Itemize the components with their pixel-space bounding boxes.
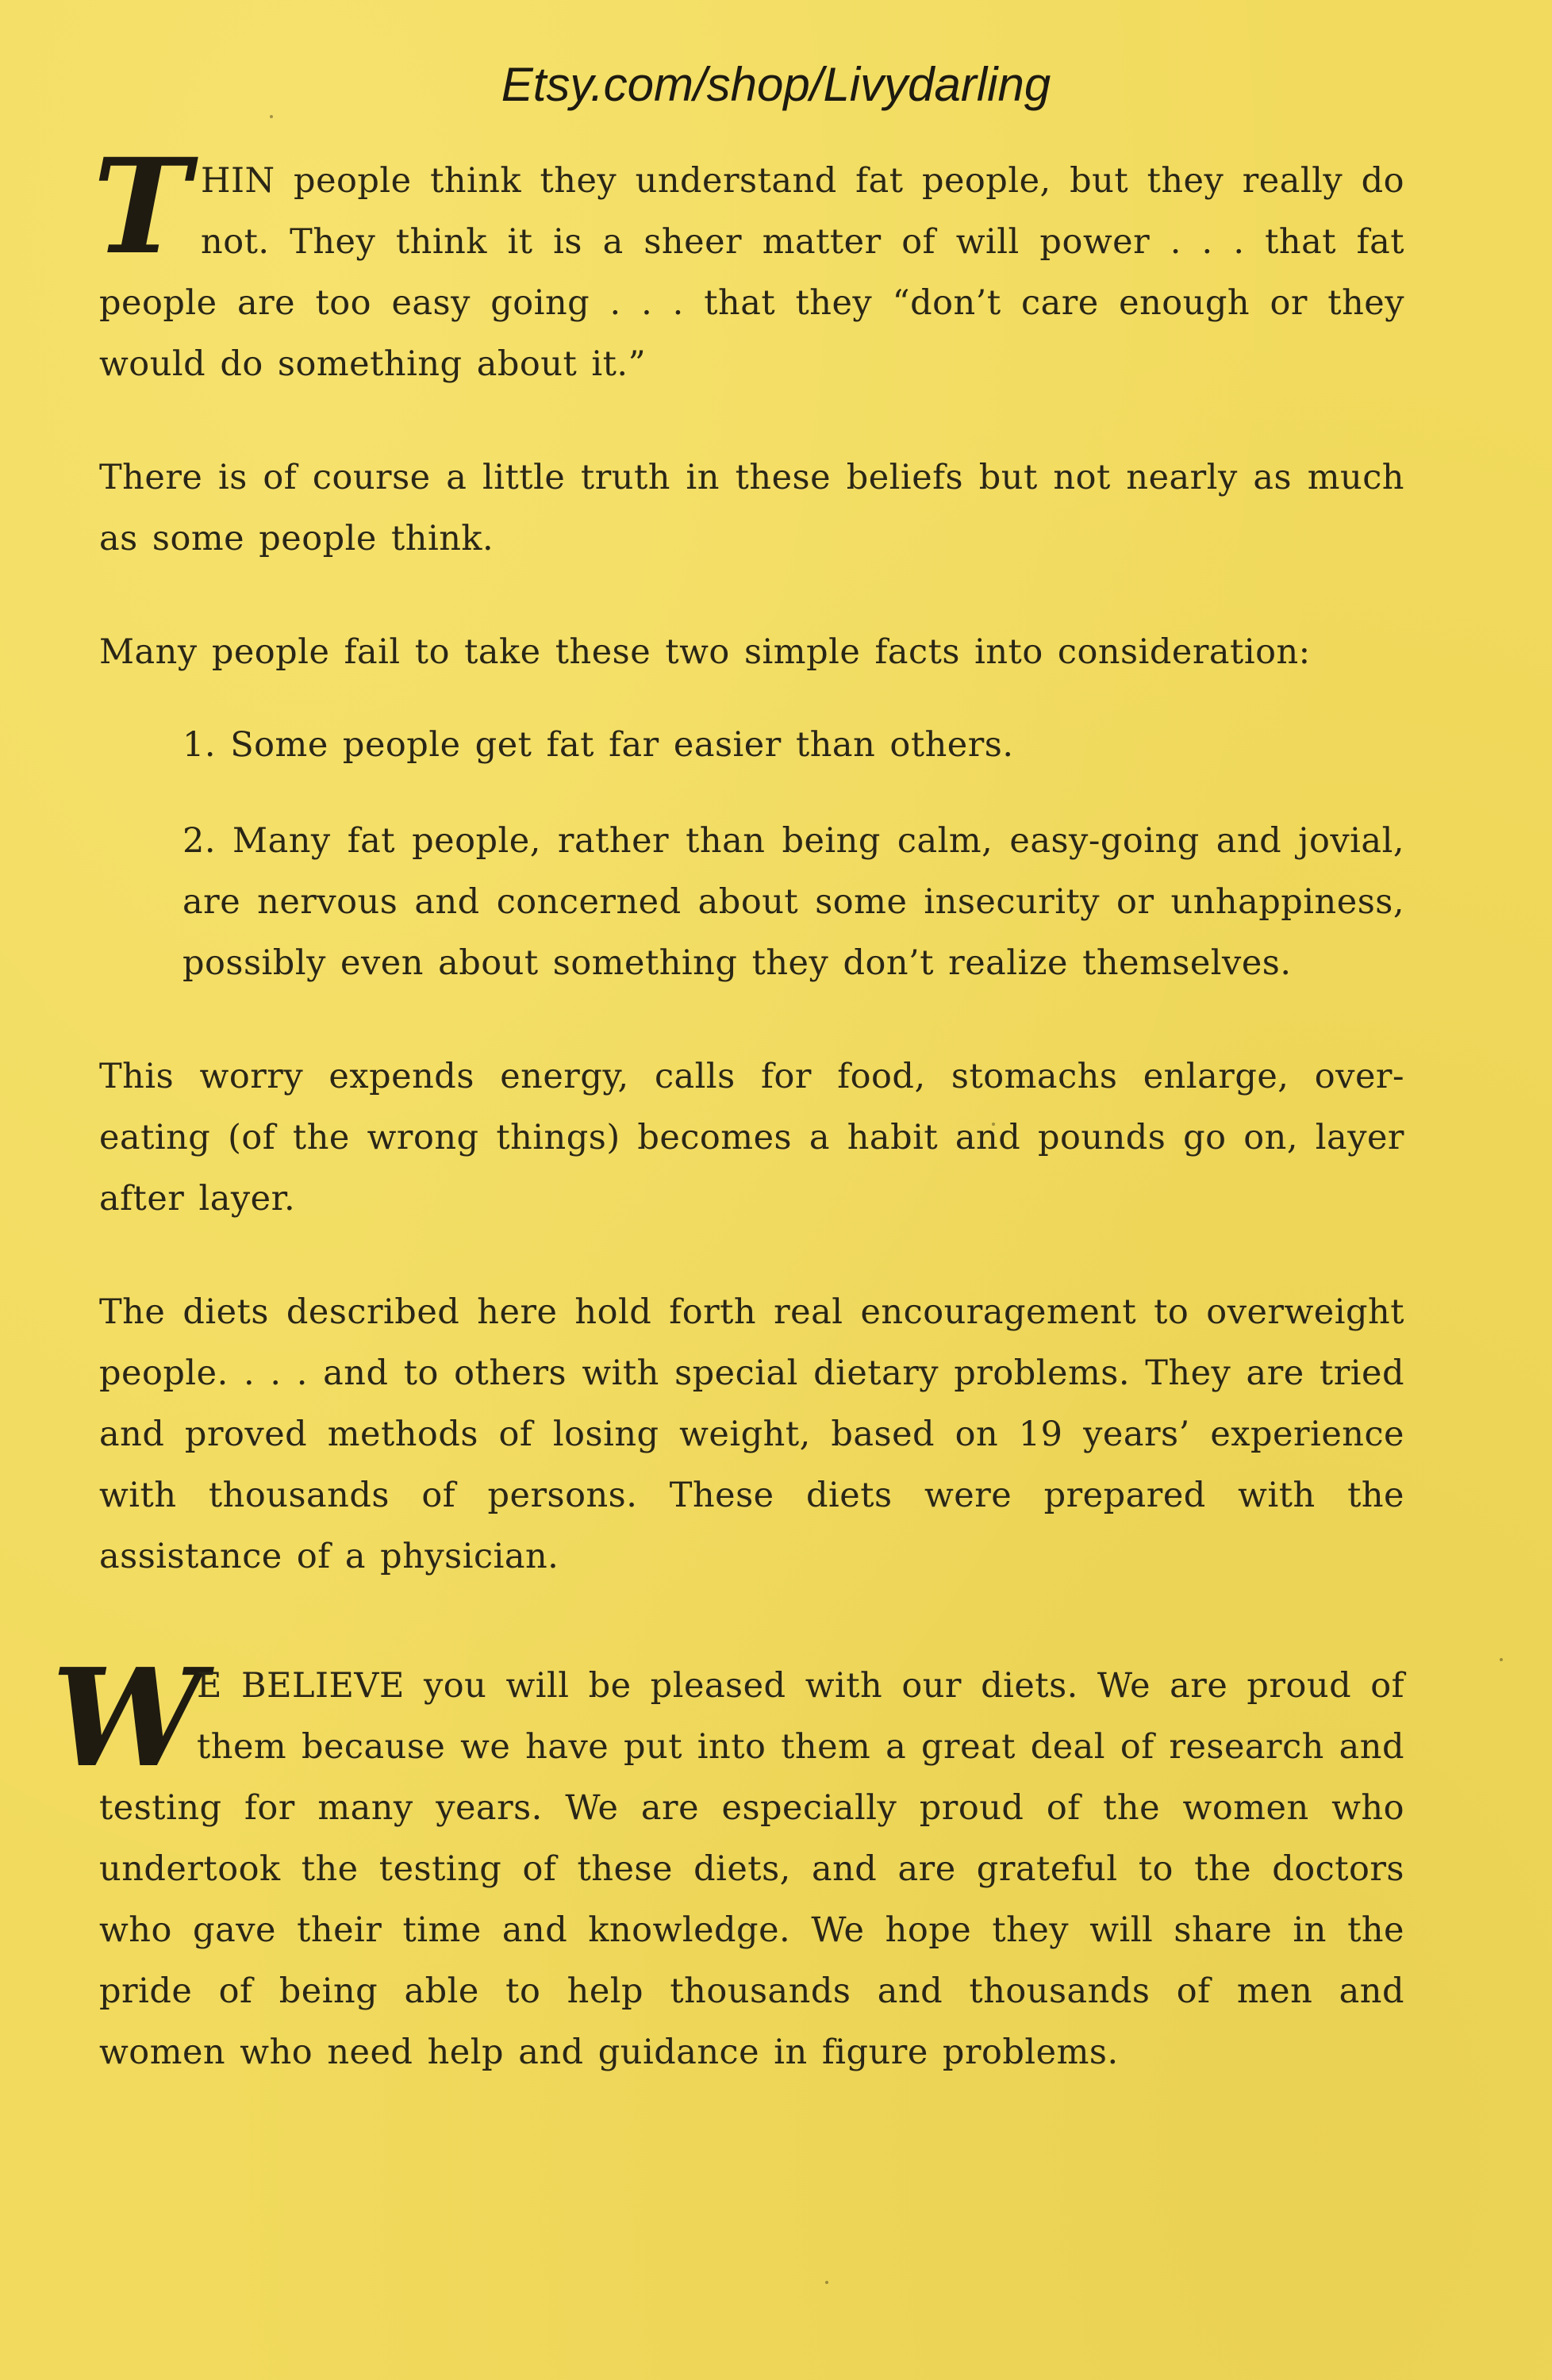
page-body (52, 129, 1404, 2083)
paper-speck (270, 115, 273, 118)
closing-text: E BELIEVE you will be pleased with our diets. We are proud of them because we have put into them a great deal of research and testing for many years. We are especially proud of the women who undertook the testing of these diets, and are grateful to the doctors who gave their time and knowledge. We hope they will share in the pride of being able to help thousands and thousands of men and women who need help and guidance in figure problems. (99, 1666, 1404, 2072)
diets-paragraph: The diets described here hold forth real encouragement to overweight people. . . . and to others with special dietary problems. They are tried and proved methods of losing weight, based on 19 years’ experience with thousands of persons. These diets were prepared with the assistance of a physician. (99, 1292, 1404, 1576)
paper-speck (992, 1123, 995, 1126)
dropcap-t: T (93, 129, 191, 283)
paper-speck (1500, 1658, 1503, 1661)
facts-intro-paragraph: Many people fail to take these two simple facts into consideration: (99, 632, 1311, 672)
worry-paragraph: This worry expends energy, calls for food, stomachs enlarge, over-eating (of the wrong things) becomes a habit and pounds go on, layer after layer. (99, 1057, 1404, 1219)
intro-text: HIN people think they understand fat people, but they really do not. They think it is a sheer matter of will power . . . that fat people are too easy going . . . that they “don’t care enough or they would do something about it.” (99, 161, 1404, 384)
intro-paragraph (93, 129, 1404, 395)
fact-item-2: 2. Many fat people, rather than being calm, easy-going and jovial, are nervous and concerned about some insecurity or unhappiness, possibly even about something they don’t realize themselves. (182, 821, 1404, 983)
paper-speck (825, 2281, 828, 2284)
closing-paragraph (52, 1639, 1404, 2083)
fact-item-1: 1. Some people get fat far easier than others. (182, 725, 1014, 765)
shop-watermark: Etsy.com/shop/Livydarling (501, 58, 1051, 111)
truth-paragraph: There is of course a little truth in these beliefs but not nearly as much as some people think. (99, 458, 1404, 559)
dropcap-w: W (52, 1639, 204, 1798)
facts-list (99, 715, 1404, 994)
